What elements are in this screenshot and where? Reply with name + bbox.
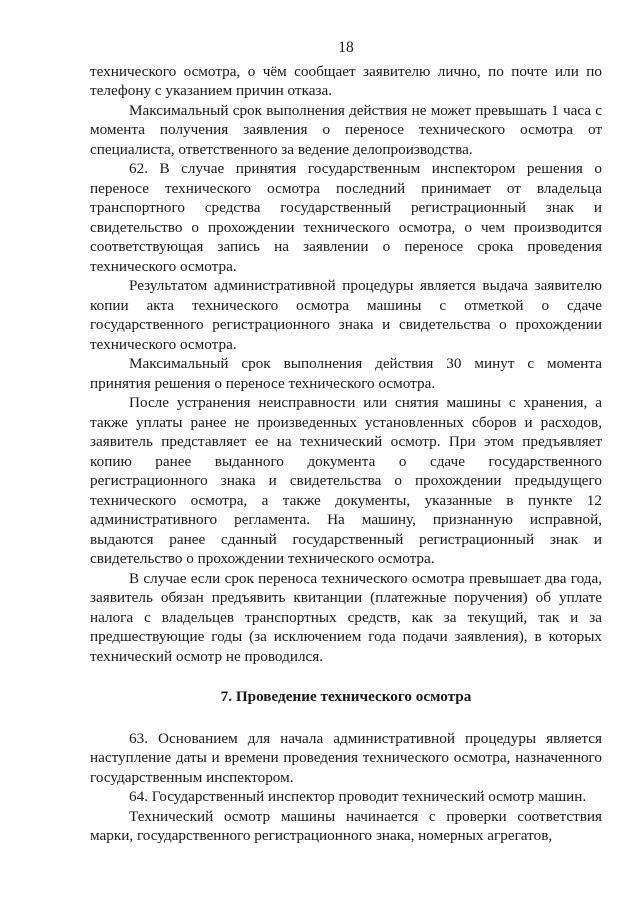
paragraph-inspection-start: Технический осмотр машины начинается с проверки соответствия марки, государственного регистрационного знака, номерных агрегатов, [90,807,602,844]
paragraph-64: 64. Государственный инспектор проводит технический осмотр машин. [129,788,587,805]
page-number: 18 [338,39,354,56]
document-page [90,38,602,846]
paragraph-continuation: технического осмотра, о чём сообщает заявителю лично, по почте или по телефону с указанием причин отказа. [90,62,602,99]
paragraph-63: 63. Основанием для начала административной процедуры является наступление даты и времени проведения технического осмотра, назначенного государственным инспектором. [90,729,602,786]
paragraph-two-years: В случае если срок переноса технического осмотра превышает два года, заявитель обязан предъявить квитанции (платежные поручения) об уплате налога с владельцев транспортных средств, как за текущий, так и за предшествующие годы (за исключением года подачи заявления), в которых технический осмотр не проводился. [90,569,602,665]
paragraph-after-repair: После устранения неисправности или снятия машины с хранения, а также уплаты ранее не произведенных установленных сборов и расходов, заявитель представляет ее на технический осмотр. При этом предъявляет копию ранее выданного документа о сдаче государственного регистрационного знака и свидетельства о прохождении предыдущего технического осмотра, а также документы, указанные в пункте 12 административного регламента. На машину, признанную исправной, выдаются ранее сданный государственный регистрационный знак и свидетельство о прохождении технического осмотра. [90,394,602,567]
paragraph-max-time-30m: Максимальный срок выполнения действия 30 минут с момента принятия решения о переносе технического осмотра. [90,355,602,392]
paragraph-max-time-1h: Максимальный срок выполнения действия не может превышать 1 часа с момента получения заявления о переносе технического осмотра от специалиста, ответственного за ведение делопроизводства. [90,101,602,158]
paragraph-result: Результатом административной процедуры является выдача заявителю копии акта технического осмотра машины с отметкой о сдаче государственного регистрационного знака и свидетельства о прохождении технического осмотра. [90,277,602,353]
paragraph-62: 62. В случае принятия государственным инспектором решения о переносе технического осмотра последний принимает от владельца транспортного средства государственный регистрационный знак и свидетельство о прохождении технического осмотра, о чем производится соответствующая запись на заявлении о переносе срока проведения технического осмотра. [90,160,602,275]
section-title: 7. Проведение технического осмотра [220,688,472,705]
